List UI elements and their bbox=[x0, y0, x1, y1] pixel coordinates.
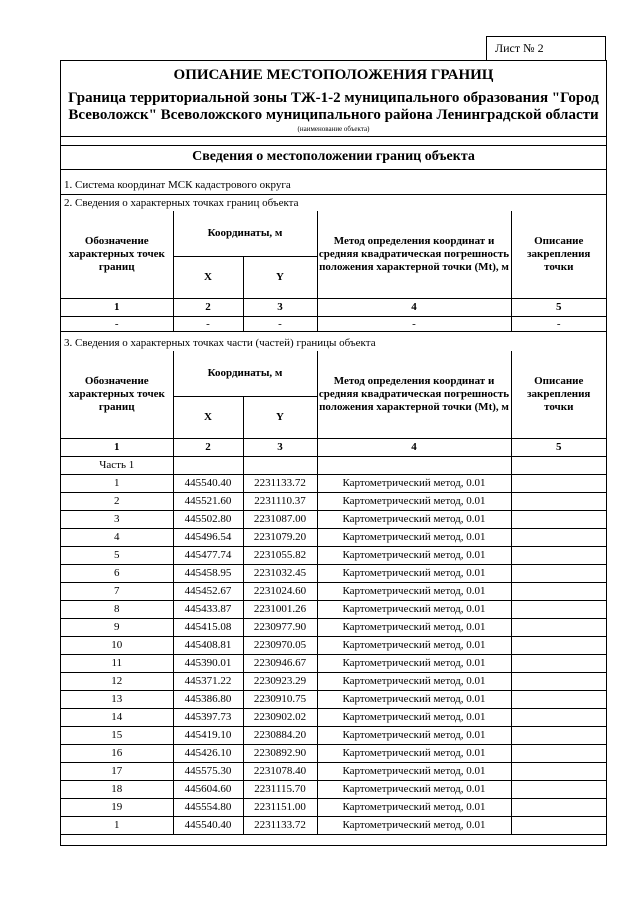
y-coordinate-cell: 2230977.90 bbox=[243, 618, 317, 636]
object-name-line1: Граница территориальной зоны ТЖ-1-2 муниципального образования "Город bbox=[68, 90, 599, 106]
method-cell: Картометрический метод, 0.01 bbox=[317, 528, 511, 546]
method-cell: Картометрический метод, 0.01 bbox=[317, 726, 511, 744]
y-coordinate-cell: 2230884.20 bbox=[243, 726, 317, 744]
x-coordinate-cell: 445554.80 bbox=[173, 798, 243, 816]
table-row bbox=[61, 636, 606, 654]
point-number-cell: 10 bbox=[61, 636, 173, 654]
description-cell bbox=[511, 726, 606, 744]
description-cell bbox=[511, 672, 606, 690]
col-number: 4 bbox=[317, 438, 511, 456]
point-number-cell: 12 bbox=[61, 672, 173, 690]
empty-cell: - bbox=[317, 316, 511, 331]
description-cell bbox=[511, 510, 606, 528]
empty-cell bbox=[173, 456, 243, 474]
point-number-cell: 11 bbox=[61, 654, 173, 672]
description-cell bbox=[511, 798, 606, 816]
point-number-cell: 9 bbox=[61, 618, 173, 636]
x-coordinate-cell: 445458.95 bbox=[173, 564, 243, 582]
method-cell: Картометрический метод, 0.01 bbox=[317, 510, 511, 528]
method-cell: Картометрический метод, 0.01 bbox=[317, 564, 511, 582]
y-coordinate-cell: 2230946.67 bbox=[243, 654, 317, 672]
col-header-description: Описание закрепления точки bbox=[511, 351, 606, 438]
method-cell: Картометрический метод, 0.01 bbox=[317, 816, 511, 834]
point-number-cell: 3 bbox=[61, 510, 173, 528]
table-row bbox=[61, 546, 606, 564]
table-row bbox=[61, 744, 606, 762]
section-title: Сведения о местоположении границ объекта bbox=[192, 149, 475, 164]
description-cell bbox=[511, 564, 606, 582]
col-number: 2 bbox=[173, 298, 243, 316]
y-coordinate-cell: 2230970.05 bbox=[243, 636, 317, 654]
y-coordinate-cell: 2231078.40 bbox=[243, 762, 317, 780]
method-cell: Картометрический метод, 0.01 bbox=[317, 798, 511, 816]
y-coordinate-cell: 2230902.02 bbox=[243, 708, 317, 726]
x-coordinate-cell: 445371.22 bbox=[173, 672, 243, 690]
x-coordinate-cell: 445604.60 bbox=[173, 780, 243, 798]
section-3-heading: 3. Сведения о характерных точках части (частей) границы объекта bbox=[64, 337, 376, 349]
empty-cell: - bbox=[511, 316, 606, 331]
x-coordinate-cell: 445540.40 bbox=[173, 474, 243, 492]
divider bbox=[61, 136, 606, 137]
method-cell: Картометрический метод, 0.01 bbox=[317, 474, 511, 492]
col-header-description: Описание закрепления точки bbox=[511, 211, 606, 298]
table-row bbox=[61, 492, 606, 510]
x-coordinate-cell: 445496.54 bbox=[173, 528, 243, 546]
point-number-cell: 4 bbox=[61, 528, 173, 546]
method-cell: Картометрический метод, 0.01 bbox=[317, 708, 511, 726]
col-number: 1 bbox=[61, 438, 173, 456]
divider bbox=[61, 194, 606, 195]
y-coordinate-cell: 2231079.20 bbox=[243, 528, 317, 546]
y-coordinate-cell: 2230910.75 bbox=[243, 690, 317, 708]
y-coordinate-cell: 2231087.00 bbox=[243, 510, 317, 528]
document-title: ОПИСАНИЕ МЕСТОПОЛОЖЕНИЯ ГРАНИЦ bbox=[173, 67, 494, 83]
y-coordinate-cell: 2231133.72 bbox=[243, 816, 317, 834]
x-coordinate-cell: 445419.10 bbox=[173, 726, 243, 744]
method-cell: Картометрический метод, 0.01 bbox=[317, 762, 511, 780]
object-name-line2: Всеволожск" Всеволожского муниципального района Ленинградской области bbox=[68, 107, 599, 123]
method-cell: Картометрический метод, 0.01 bbox=[317, 744, 511, 762]
x-coordinate-cell: 445390.01 bbox=[173, 654, 243, 672]
table-row bbox=[61, 618, 606, 636]
col-header-coords: Координаты, м bbox=[173, 211, 317, 256]
col-header-coords: Координаты, м bbox=[173, 351, 317, 396]
description-cell bbox=[511, 744, 606, 762]
object-name bbox=[61, 90, 606, 124]
point-number-cell: 14 bbox=[61, 708, 173, 726]
description-cell bbox=[511, 708, 606, 726]
sheet-number: Лист № 2 bbox=[486, 36, 606, 60]
table-row bbox=[61, 708, 606, 726]
table-row bbox=[61, 564, 606, 582]
table-row bbox=[61, 816, 606, 834]
point-number-cell: 2 bbox=[61, 492, 173, 510]
y-coordinate-cell: 2231001.26 bbox=[243, 600, 317, 618]
point-number-cell: 13 bbox=[61, 690, 173, 708]
description-cell bbox=[511, 582, 606, 600]
point-number-cell: 19 bbox=[61, 798, 173, 816]
col-header-point: Обозначение характерных точек границ bbox=[61, 211, 173, 298]
point-number-cell: 8 bbox=[61, 600, 173, 618]
coordinate-system-line: 1. Система координат МСК кадастрового округа bbox=[64, 179, 291, 191]
description-cell bbox=[511, 600, 606, 618]
col-number: 5 bbox=[511, 298, 606, 316]
method-cell: Картометрический метод, 0.01 bbox=[317, 618, 511, 636]
empty-cell bbox=[243, 456, 317, 474]
col-header-method: Метод определения координат и средняя квадратическая погрешность положения характерной точки (Mt), м bbox=[317, 211, 511, 298]
point-number-cell: 16 bbox=[61, 744, 173, 762]
method-cell: Картометрический метод, 0.01 bbox=[317, 492, 511, 510]
boundary-points-table bbox=[61, 211, 606, 332]
table-row bbox=[61, 510, 606, 528]
point-number-cell: 17 bbox=[61, 762, 173, 780]
table-row bbox=[61, 690, 606, 708]
divider bbox=[61, 169, 606, 170]
col-number: 3 bbox=[243, 298, 317, 316]
x-coordinate-cell: 445426.10 bbox=[173, 744, 243, 762]
method-cell: Картометрический метод, 0.01 bbox=[317, 636, 511, 654]
table-row bbox=[61, 654, 606, 672]
description-cell bbox=[511, 546, 606, 564]
point-number-cell: 7 bbox=[61, 582, 173, 600]
col-header-method: Метод определения координат и средняя квадратическая погрешность положения характерной точки (Mt), м bbox=[317, 351, 511, 438]
table-row bbox=[61, 528, 606, 546]
x-coordinate-cell: 445397.73 bbox=[173, 708, 243, 726]
method-cell: Картометрический метод, 0.01 bbox=[317, 672, 511, 690]
point-number-cell: 15 bbox=[61, 726, 173, 744]
x-coordinate-cell: 445521.60 bbox=[173, 492, 243, 510]
empty-cell bbox=[511, 456, 606, 474]
method-cell: Картометрический метод, 0.01 bbox=[317, 690, 511, 708]
x-coordinate-cell: 445452.67 bbox=[173, 582, 243, 600]
table-row bbox=[61, 762, 606, 780]
y-coordinate-cell: 2231055.82 bbox=[243, 546, 317, 564]
description-cell bbox=[511, 636, 606, 654]
description-cell bbox=[511, 780, 606, 798]
x-coordinate-cell: 445386.80 bbox=[173, 690, 243, 708]
x-coordinate-cell: 445477.74 bbox=[173, 546, 243, 564]
x-coordinate-cell: 445433.87 bbox=[173, 600, 243, 618]
method-cell: Картометрический метод, 0.01 bbox=[317, 546, 511, 564]
description-cell bbox=[511, 690, 606, 708]
point-number-cell: 1 bbox=[61, 474, 173, 492]
empty-cell: - bbox=[61, 316, 173, 331]
x-coordinate-cell: 445415.08 bbox=[173, 618, 243, 636]
table-row bbox=[61, 316, 606, 331]
table-row bbox=[61, 672, 606, 690]
method-cell: Картометрический метод, 0.01 bbox=[317, 600, 511, 618]
table-row bbox=[61, 582, 606, 600]
empty-cell: - bbox=[173, 316, 243, 331]
object-name-caption: (наименование объекта) bbox=[297, 125, 370, 133]
point-number-cell: 18 bbox=[61, 780, 173, 798]
col-header-x: X bbox=[173, 396, 243, 438]
description-cell bbox=[511, 492, 606, 510]
y-coordinate-cell: 2230923.29 bbox=[243, 672, 317, 690]
part-row bbox=[61, 456, 606, 474]
col-header-y: Y bbox=[243, 396, 317, 438]
col-number: 1 bbox=[61, 298, 173, 316]
part-points-table bbox=[61, 351, 606, 835]
y-coordinate-cell: 2230892.90 bbox=[243, 744, 317, 762]
table-row bbox=[61, 474, 606, 492]
description-cell bbox=[511, 474, 606, 492]
point-number-cell: 6 bbox=[61, 564, 173, 582]
col-number: 4 bbox=[317, 298, 511, 316]
point-number-cell: 1 bbox=[61, 816, 173, 834]
point-number-cell: 5 bbox=[61, 546, 173, 564]
table-row bbox=[61, 798, 606, 816]
col-header-point: Обозначение характерных точек границ bbox=[61, 351, 173, 438]
description-cell bbox=[511, 618, 606, 636]
col-number: 2 bbox=[173, 438, 243, 456]
empty-cell bbox=[317, 456, 511, 474]
y-coordinate-cell: 2231110.37 bbox=[243, 492, 317, 510]
method-cell: Картометрический метод, 0.01 bbox=[317, 582, 511, 600]
x-coordinate-cell: 445502.80 bbox=[173, 510, 243, 528]
description-cell bbox=[511, 762, 606, 780]
table-row bbox=[61, 780, 606, 798]
x-coordinate-cell: 445540.40 bbox=[173, 816, 243, 834]
y-coordinate-cell: 2231115.70 bbox=[243, 780, 317, 798]
description-cell bbox=[511, 528, 606, 546]
col-header-x: X bbox=[173, 256, 243, 298]
col-number: 3 bbox=[243, 438, 317, 456]
method-cell: Картометрический метод, 0.01 bbox=[317, 654, 511, 672]
y-coordinate-cell: 2231032.45 bbox=[243, 564, 317, 582]
section-2-heading: 2. Сведения о характерных точках границ объекта bbox=[64, 197, 299, 209]
document-frame bbox=[60, 60, 607, 846]
empty-cell: - bbox=[243, 316, 317, 331]
y-coordinate-cell: 2231024.60 bbox=[243, 582, 317, 600]
y-coordinate-cell: 2231133.72 bbox=[243, 474, 317, 492]
col-header-y: Y bbox=[243, 256, 317, 298]
table-row bbox=[61, 726, 606, 744]
description-cell bbox=[511, 816, 606, 834]
col-number: 5 bbox=[511, 438, 606, 456]
x-coordinate-cell: 445575.30 bbox=[173, 762, 243, 780]
x-coordinate-cell: 445408.81 bbox=[173, 636, 243, 654]
method-cell: Картометрический метод, 0.01 bbox=[317, 780, 511, 798]
table-row bbox=[61, 600, 606, 618]
description-cell bbox=[511, 654, 606, 672]
part-label: Часть 1 bbox=[61, 456, 173, 474]
y-coordinate-cell: 2231151.00 bbox=[243, 798, 317, 816]
